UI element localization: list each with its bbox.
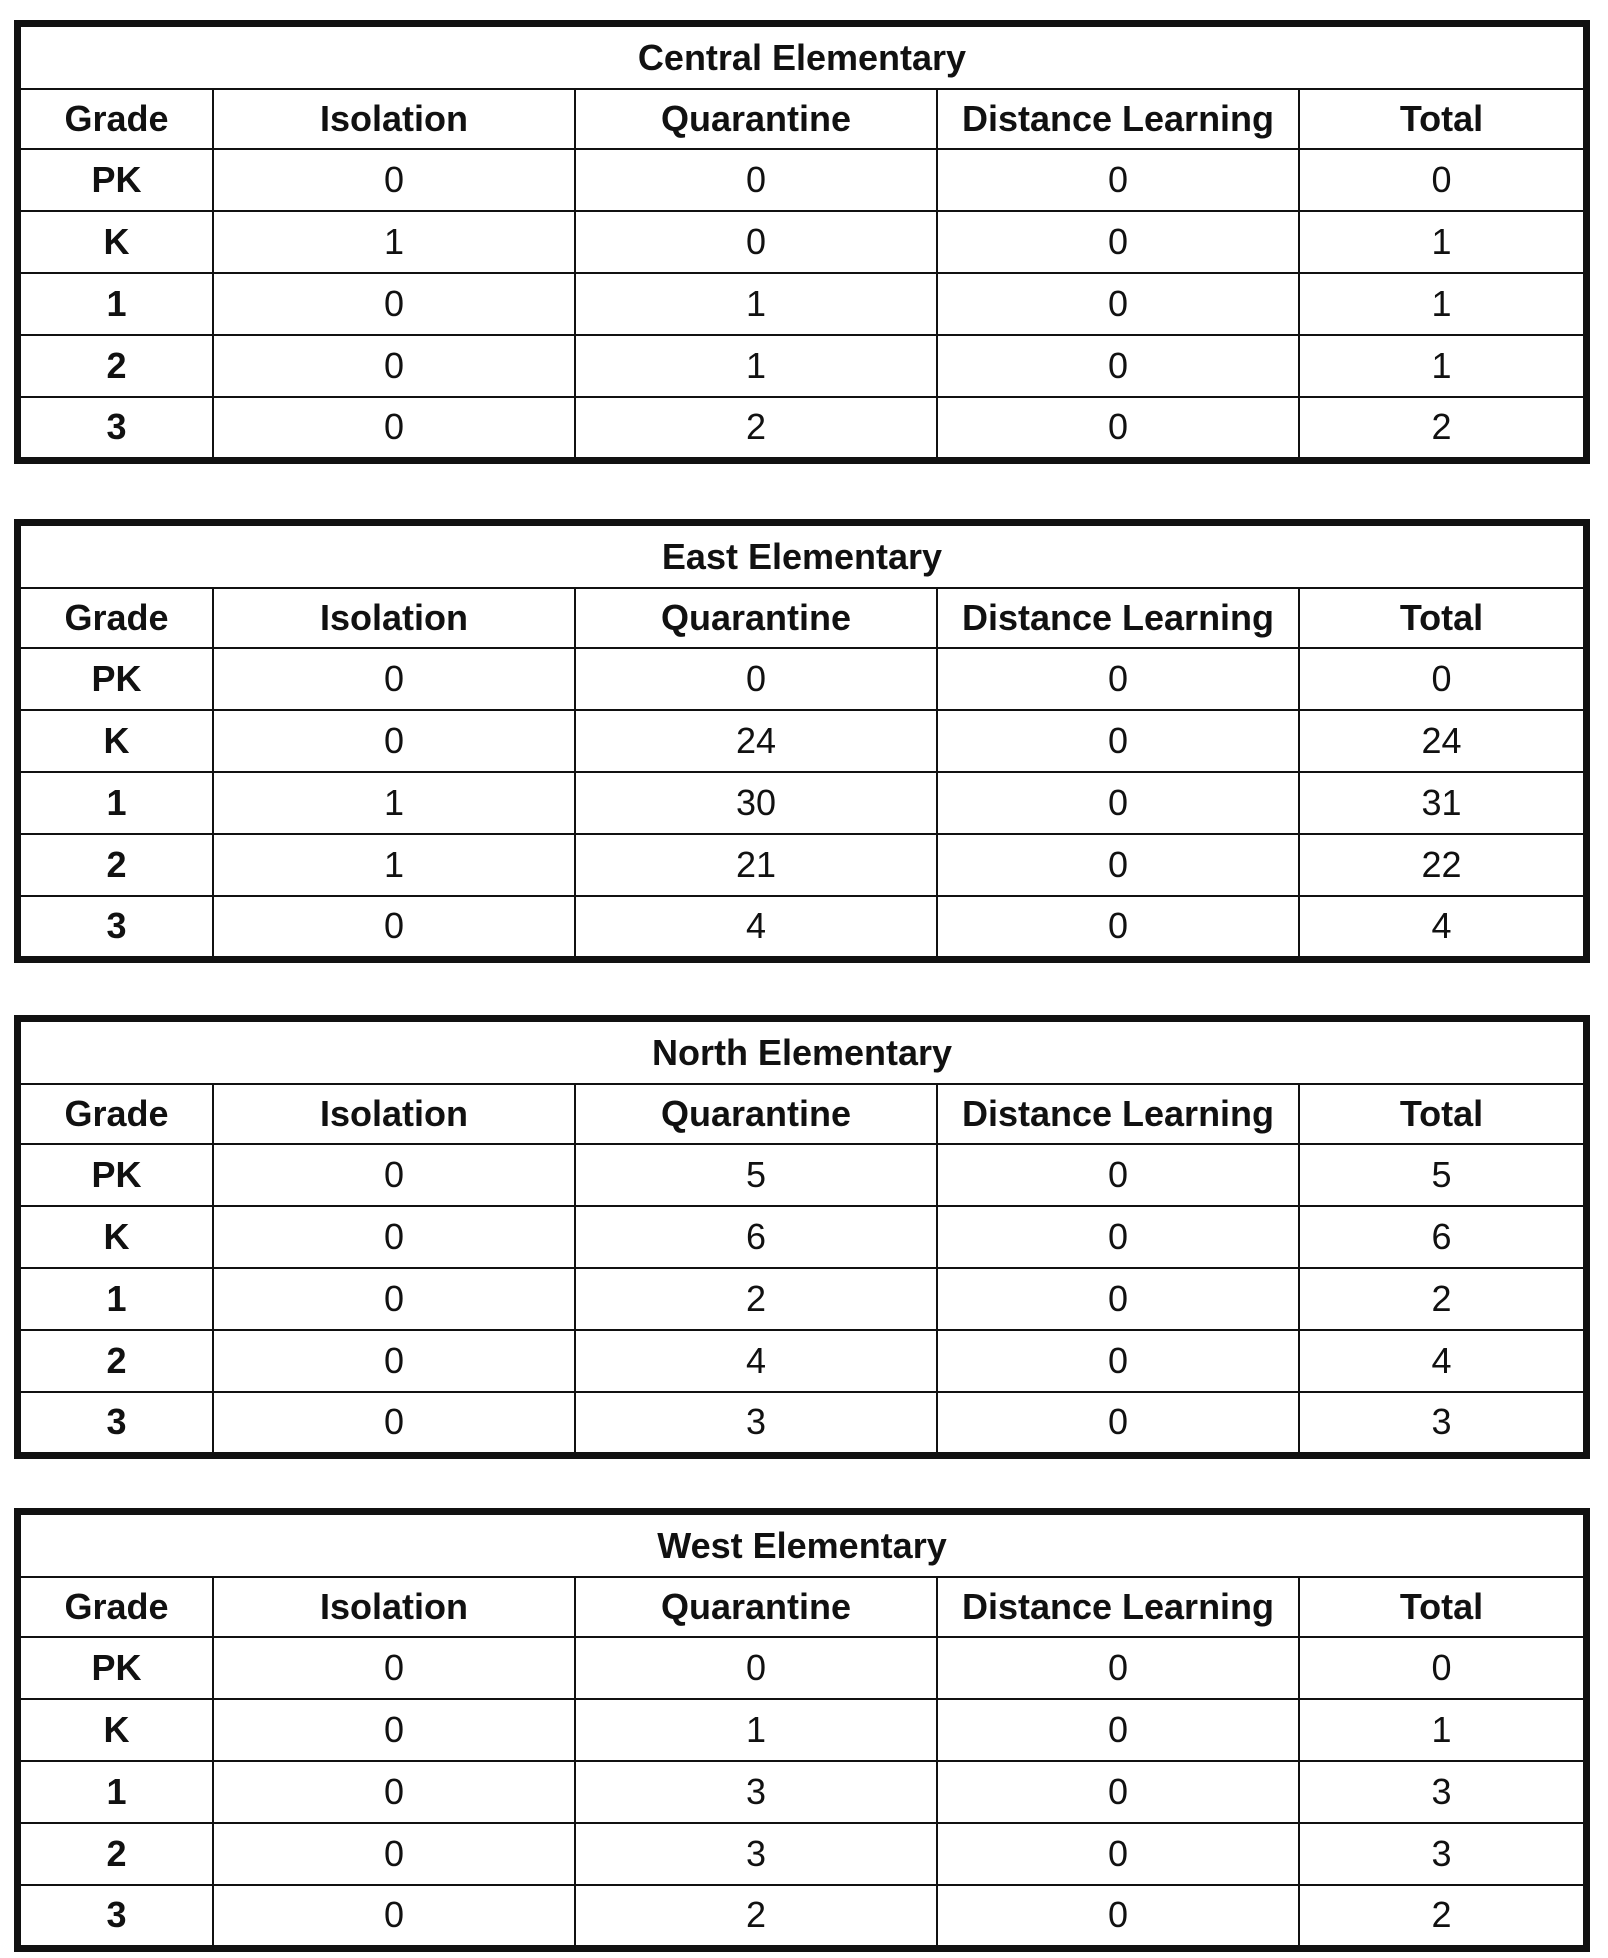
quarantine-cell: 0 xyxy=(575,1637,937,1699)
column-header-isolation: Isolation xyxy=(213,1084,575,1144)
table-row xyxy=(21,1823,1583,1885)
table-row xyxy=(21,1392,1583,1452)
isolation-cell: 0 xyxy=(213,1392,575,1452)
column-header-grade: Grade xyxy=(21,1084,213,1144)
data-table xyxy=(21,1515,1583,1945)
isolation-cell: 0 xyxy=(213,1823,575,1885)
distance-learning-cell: 0 xyxy=(937,1823,1299,1885)
grade-cell: PK xyxy=(21,149,213,211)
total-cell: 1 xyxy=(1299,335,1583,397)
distance-learning-cell: 0 xyxy=(937,335,1299,397)
table-row xyxy=(21,1761,1583,1823)
total-cell: 4 xyxy=(1299,1330,1583,1392)
quarantine-cell: 3 xyxy=(575,1823,937,1885)
isolation-cell: 1 xyxy=(213,834,575,896)
table-row xyxy=(21,1330,1583,1392)
distance-learning-cell: 0 xyxy=(937,648,1299,710)
table-title: North Elementary xyxy=(21,1022,1583,1084)
total-cell: 2 xyxy=(1299,1885,1583,1945)
isolation-cell: 0 xyxy=(213,149,575,211)
data-table xyxy=(21,27,1583,457)
isolation-cell: 1 xyxy=(213,211,575,273)
grade-cell: PK xyxy=(21,648,213,710)
distance-learning-cell: 0 xyxy=(937,149,1299,211)
quarantine-cell: 24 xyxy=(575,710,937,772)
table-row xyxy=(21,335,1583,397)
grade-cell: PK xyxy=(21,1144,213,1206)
isolation-cell: 0 xyxy=(213,648,575,710)
total-cell: 3 xyxy=(1299,1823,1583,1885)
column-header-distance-learning: Distance Learning xyxy=(937,1084,1299,1144)
isolation-cell: 0 xyxy=(213,1885,575,1945)
total-cell: 31 xyxy=(1299,772,1583,834)
distance-learning-cell: 0 xyxy=(937,1885,1299,1945)
isolation-cell: 1 xyxy=(213,772,575,834)
grade-cell: 3 xyxy=(21,1392,213,1452)
column-header-grade: Grade xyxy=(21,1577,213,1637)
total-cell: 4 xyxy=(1299,896,1583,956)
column-header-total: Total xyxy=(1299,89,1583,149)
isolation-cell: 0 xyxy=(213,1330,575,1392)
isolation-cell: 0 xyxy=(213,710,575,772)
grade-cell: 2 xyxy=(21,335,213,397)
quarantine-cell: 1 xyxy=(575,1699,937,1761)
grade-cell: 2 xyxy=(21,834,213,896)
column-header-grade: Grade xyxy=(21,89,213,149)
distance-learning-cell: 0 xyxy=(937,1330,1299,1392)
quarantine-cell: 6 xyxy=(575,1206,937,1268)
quarantine-cell: 3 xyxy=(575,1761,937,1823)
isolation-cell: 0 xyxy=(213,896,575,956)
distance-learning-cell: 0 xyxy=(937,1761,1299,1823)
table-row xyxy=(21,1699,1583,1761)
table-row xyxy=(21,211,1583,273)
isolation-cell: 0 xyxy=(213,1699,575,1761)
grade-cell: 3 xyxy=(21,896,213,956)
grade-cell: 3 xyxy=(21,1885,213,1945)
table-row xyxy=(21,149,1583,211)
quarantine-cell: 3 xyxy=(575,1392,937,1452)
table-row xyxy=(21,273,1583,335)
isolation-cell: 0 xyxy=(213,1761,575,1823)
table-row xyxy=(21,397,1583,457)
table-row xyxy=(21,1206,1583,1268)
quarantine-cell: 1 xyxy=(575,335,937,397)
grade-cell: PK xyxy=(21,1637,213,1699)
total-cell: 0 xyxy=(1299,1637,1583,1699)
column-header-grade: Grade xyxy=(21,588,213,648)
grade-cell: 2 xyxy=(21,1330,213,1392)
table-row xyxy=(21,1885,1583,1945)
quarantine-cell: 2 xyxy=(575,1268,937,1330)
isolation-cell: 0 xyxy=(213,1206,575,1268)
distance-learning-cell: 0 xyxy=(937,772,1299,834)
total-cell: 2 xyxy=(1299,397,1583,457)
distance-learning-cell: 0 xyxy=(937,211,1299,273)
north-elementary-table xyxy=(14,1015,1590,1459)
total-cell: 3 xyxy=(1299,1761,1583,1823)
quarantine-cell: 1 xyxy=(575,273,937,335)
column-header-quarantine: Quarantine xyxy=(575,588,937,648)
table-row xyxy=(21,710,1583,772)
column-header-distance-learning: Distance Learning xyxy=(937,1577,1299,1637)
distance-learning-cell: 0 xyxy=(937,1699,1299,1761)
distance-learning-cell: 0 xyxy=(937,1268,1299,1330)
total-cell: 5 xyxy=(1299,1144,1583,1206)
table-row xyxy=(21,1144,1583,1206)
grade-cell: K xyxy=(21,710,213,772)
column-header-distance-learning: Distance Learning xyxy=(937,89,1299,149)
distance-learning-cell: 0 xyxy=(937,1392,1299,1452)
total-cell: 2 xyxy=(1299,1268,1583,1330)
distance-learning-cell: 0 xyxy=(937,273,1299,335)
grade-cell: 2 xyxy=(21,1823,213,1885)
quarantine-cell: 0 xyxy=(575,149,937,211)
column-header-distance-learning: Distance Learning xyxy=(937,588,1299,648)
column-header-quarantine: Quarantine xyxy=(575,89,937,149)
total-cell: 1 xyxy=(1299,1699,1583,1761)
grade-cell: K xyxy=(21,1206,213,1268)
quarantine-cell: 21 xyxy=(575,834,937,896)
total-cell: 22 xyxy=(1299,834,1583,896)
total-cell: 0 xyxy=(1299,648,1583,710)
data-table xyxy=(21,526,1583,956)
quarantine-cell: 4 xyxy=(575,1330,937,1392)
distance-learning-cell: 0 xyxy=(937,1206,1299,1268)
table-row xyxy=(21,896,1583,956)
column-header-total: Total xyxy=(1299,1084,1583,1144)
distance-learning-cell: 0 xyxy=(937,710,1299,772)
quarantine-cell: 0 xyxy=(575,648,937,710)
isolation-cell: 0 xyxy=(213,397,575,457)
quarantine-cell: 30 xyxy=(575,772,937,834)
column-header-isolation: Isolation xyxy=(213,1577,575,1637)
table-row xyxy=(21,648,1583,710)
table-title: Central Elementary xyxy=(21,27,1583,89)
table-row xyxy=(21,772,1583,834)
table-row xyxy=(21,1637,1583,1699)
east-elementary-table xyxy=(14,519,1590,963)
grade-cell: 1 xyxy=(21,772,213,834)
grade-cell: 1 xyxy=(21,273,213,335)
quarantine-cell: 2 xyxy=(575,397,937,457)
isolation-cell: 0 xyxy=(213,1268,575,1330)
column-header-isolation: Isolation xyxy=(213,89,575,149)
isolation-cell: 0 xyxy=(213,1144,575,1206)
isolation-cell: 0 xyxy=(213,335,575,397)
distance-learning-cell: 0 xyxy=(937,896,1299,956)
distance-learning-cell: 0 xyxy=(937,834,1299,896)
distance-learning-cell: 0 xyxy=(937,1144,1299,1206)
quarantine-cell: 5 xyxy=(575,1144,937,1206)
central-elementary-table xyxy=(14,20,1590,464)
grade-cell: K xyxy=(21,1699,213,1761)
total-cell: 3 xyxy=(1299,1392,1583,1452)
total-cell: 1 xyxy=(1299,211,1583,273)
isolation-cell: 0 xyxy=(213,273,575,335)
table-title: West Elementary xyxy=(21,1515,1583,1577)
quarantine-cell: 2 xyxy=(575,1885,937,1945)
total-cell: 0 xyxy=(1299,149,1583,211)
column-header-isolation: Isolation xyxy=(213,588,575,648)
grade-cell: 1 xyxy=(21,1761,213,1823)
column-header-quarantine: Quarantine xyxy=(575,1577,937,1637)
grade-cell: 1 xyxy=(21,1268,213,1330)
total-cell: 24 xyxy=(1299,710,1583,772)
column-header-total: Total xyxy=(1299,588,1583,648)
total-cell: 1 xyxy=(1299,273,1583,335)
distance-learning-cell: 0 xyxy=(937,397,1299,457)
grade-cell: 3 xyxy=(21,397,213,457)
distance-learning-cell: 0 xyxy=(937,1637,1299,1699)
column-header-quarantine: Quarantine xyxy=(575,1084,937,1144)
column-header-total: Total xyxy=(1299,1577,1583,1637)
isolation-cell: 0 xyxy=(213,1637,575,1699)
table-row xyxy=(21,834,1583,896)
table-row xyxy=(21,1268,1583,1330)
grade-cell: K xyxy=(21,211,213,273)
table-title: East Elementary xyxy=(21,526,1583,588)
west-elementary-table xyxy=(14,1508,1590,1952)
data-table xyxy=(21,1022,1583,1452)
quarantine-cell: 0 xyxy=(575,211,937,273)
total-cell: 6 xyxy=(1299,1206,1583,1268)
quarantine-cell: 4 xyxy=(575,896,937,956)
